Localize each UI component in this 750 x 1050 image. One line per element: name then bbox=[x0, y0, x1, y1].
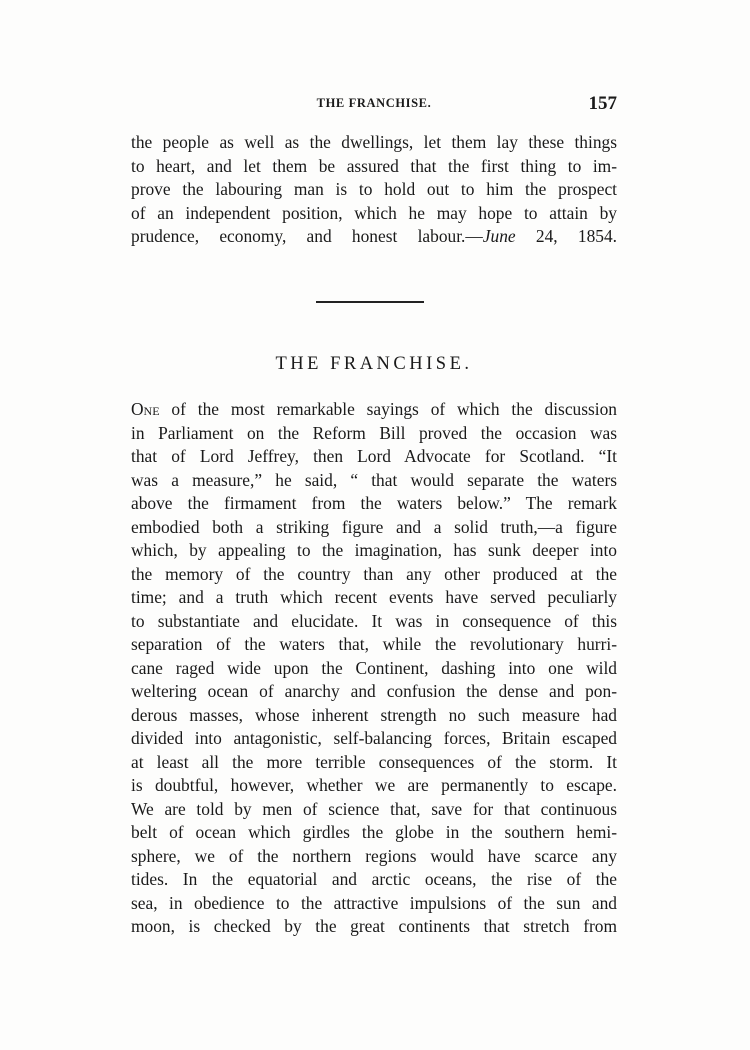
previous-section-text bbox=[131, 131, 617, 249]
page-number: 157 bbox=[588, 93, 617, 114]
text-line: was a measure,” he said, “ that would separate the waters bbox=[131, 469, 617, 490]
text-line: above the firmament from the waters below.” The remark bbox=[131, 493, 617, 513]
text-line-first bbox=[131, 398, 617, 422]
first-line-rest: of the most remarkable sayings of which the discussion bbox=[159, 399, 617, 419]
text-line: divided into antagonistic, self-balancing forces, Britain escaped bbox=[131, 728, 617, 748]
text-line: tides. In the equatorial and arctic oceans, the rise of the bbox=[131, 869, 617, 889]
lead-word: One bbox=[131, 399, 160, 419]
text-line: to heart, and let them be assured that the first thing to im- bbox=[131, 155, 617, 176]
text-line: cane raged wide upon the Continent, dashing into one wild bbox=[131, 657, 617, 678]
text-line: derous masses, whose inherent strength no such measure had bbox=[131, 704, 617, 725]
text-line: prove the labouring man is to hold out to him the prospect bbox=[131, 179, 617, 199]
text-line: sphere, we of the northern regions would have scarce any bbox=[131, 845, 617, 866]
text-line: the memory of the country than any other produced at the bbox=[131, 563, 617, 584]
running-head bbox=[131, 93, 617, 117]
text-line: is doubtful, however, whether we are permanently to escape. bbox=[131, 775, 617, 795]
text-line: sea, in obedience to the attractive impulsions of the sun and bbox=[131, 892, 617, 913]
text-line: of an independent position, which he may hope to attain by bbox=[131, 202, 617, 223]
section-divider bbox=[316, 301, 424, 303]
text-line: time; and a truth which recent events have served peculiarly bbox=[131, 587, 617, 607]
text-line: in Parliament on the Reform Bill proved the occasion was bbox=[131, 422, 617, 443]
text-line: to substantiate and elucidate. It was in consequence of this bbox=[131, 610, 617, 631]
date-month: June bbox=[482, 226, 516, 246]
date-rest: 24, 1854. bbox=[515, 226, 617, 246]
text-line: the people as well as the dwellings, let them lay these things bbox=[131, 132, 617, 152]
text-line: which, by appealing to the imagination, has sunk deeper into bbox=[131, 540, 617, 560]
text-line: separation of the waters that, while the revolutionary hurri- bbox=[131, 634, 617, 654]
chapter-title: THE FRANCHISE. bbox=[275, 354, 473, 374]
text-line-dated bbox=[131, 225, 617, 249]
running-head-title: THE FRANCHISE. bbox=[316, 96, 432, 110]
text-line: moon, is checked by the great continents that stretch from bbox=[131, 916, 617, 936]
text-line: We are told by men of science that, save for that continuous bbox=[131, 798, 617, 819]
text-line: at least all the more terrible consequences of the storm. It bbox=[131, 751, 617, 772]
closing-text: prudence, economy, and honest labour.— bbox=[131, 226, 483, 246]
text-line: that of Lord Jeffrey, then Lord Advocate for Scotland. “It bbox=[131, 446, 617, 466]
text-line: embodied both a striking figure and a solid truth,—a figure bbox=[131, 516, 617, 537]
chapter-body-text bbox=[131, 398, 617, 939]
text-line: weltering ocean of anarchy and confusion the dense and pon- bbox=[131, 681, 617, 701]
text-line: belt of ocean which girdles the globe in the southern hemi- bbox=[131, 822, 617, 842]
